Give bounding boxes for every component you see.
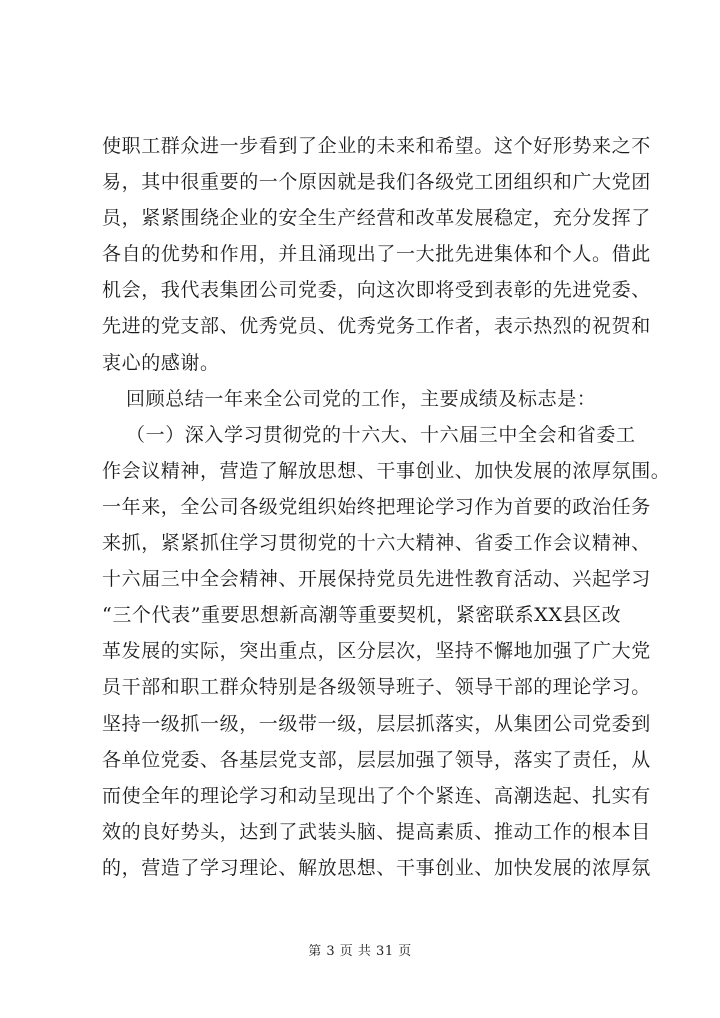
text-line: 机会，我代表集团公司党委，向这次即将受到表彰的先进党委、 — [102, 279, 651, 302]
text-line: 员，紧紧围绕企业的安全生产经营和改革发展稳定，充分发挥了 — [102, 207, 651, 230]
text-line: “三个代表”重要思想新高潮等重要契机，紧密联系XX县区改 — [102, 604, 622, 627]
text-line: 来抓，紧紧抓住学习贯彻党的十六大精神、省委工作会议精神、 — [102, 532, 651, 555]
text-line: 易，其中很重要的一个原因就是我们各级党工团组织和广大党团 — [102, 171, 651, 194]
text-line: 效的良好势头，达到了武装头脑、提高素质、推动工作的根本目 — [102, 820, 651, 843]
text-line: 先进的党支部、优秀党员、优秀党务工作者，表示热烈的祝贺和 — [102, 315, 651, 338]
document-body — [102, 128, 671, 886]
text-line: 的，营造了学习理论、解放思想、干事创业、加快发展的浓厚氛 — [102, 856, 651, 879]
text-line: 衷心的感谢。 — [102, 351, 220, 374]
text-line: 一年来，全公司各级党组织始终把理论学习作为首要的政治任务 — [102, 495, 651, 518]
text-line: 各单位党委、各基层党支部，层层加强了领导，落实了责任，从 — [102, 748, 651, 771]
text-line: 革发展的实际，突出重点，区分层次，坚持不懈地加强了广大党 — [102, 640, 651, 663]
text-line: 作会议精神，营造了解放思想、干事创业、加快发展的浓厚氛围。 — [102, 459, 671, 482]
paragraph-heading-line: 回顾总结一年来全公司党的工作，主要成绩及标志是： — [126, 387, 597, 410]
text-line: 十六届三中全会精神、开展保持党员先进性教育活动、兴起学习 — [102, 568, 651, 591]
text-line: 而使全年的理论学习和动呈现出了个个紧连、高潮迭起、扎实有 — [102, 784, 651, 807]
text-line: 使职工群众进一步看到了企业的未来和希望。这个好形势来之不 — [102, 135, 651, 157]
section-heading-line: （一）深入学习贯彻党的十六大、十六届三中全会和省委工 — [126, 423, 636, 446]
page-number-footer: 第 3 页 共 31 页 — [308, 944, 412, 959]
text-line: 各自的优势和作用，并且涌现出了一大批先进集体和个人。借此 — [102, 243, 651, 266]
text-line: 员干部和职工群众特别是各级领导班子、领导干部的理论学习。 — [102, 676, 651, 699]
text-line: 坚持一级抓一级，一级带一级，层层抓落实，从集团公司党委到 — [102, 712, 651, 735]
